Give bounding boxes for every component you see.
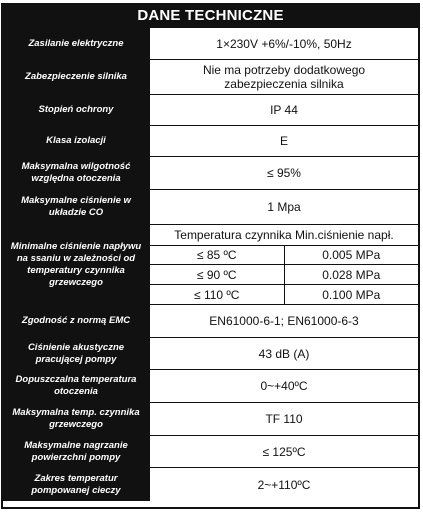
row-value: EN61000-6-1; EN61000-6-3 bbox=[209, 314, 359, 328]
table-row-max-humidity bbox=[3, 156, 418, 189]
temperature-cell: ≤ 85 ºC bbox=[150, 246, 285, 265]
row-value: 0~+40ºC bbox=[260, 379, 308, 393]
row-value: 1×230V +6%/-10%, 50Hz bbox=[216, 36, 352, 51]
row-label: Zakres temperatur pompowanej cieczy bbox=[3, 468, 150, 501]
temperature-cell: ≤ 90 ºC bbox=[150, 265, 285, 284]
row-label: Minimalne ciśnienie napływu na ssaniu w zależności od temperatury czynnika grzewczego bbox=[3, 225, 150, 304]
row-label: Dopuszczalna temperatura otoczenia bbox=[3, 370, 150, 402]
row-value: ≤ 95% bbox=[267, 166, 301, 180]
table-row-insulation-class bbox=[3, 125, 418, 156]
pressure-cell: 0.005 MPa bbox=[322, 248, 381, 263]
pressure-cell: 0.028 MPa bbox=[322, 267, 381, 282]
row-value: 1 Mpa bbox=[267, 200, 301, 214]
row-value: 43 dB (A) bbox=[258, 346, 310, 361]
table-row-liquid-temperature-range bbox=[3, 467, 418, 501]
table-row-min-inlet-pressure bbox=[3, 224, 418, 304]
pressure-cell: 0.100 MPa bbox=[322, 287, 381, 302]
table-row-max-surface-heating bbox=[3, 435, 418, 467]
technical-data-table bbox=[1, 3, 420, 509]
table-row-ambient-temperature bbox=[3, 369, 418, 402]
pressure-subtable-header: Temperatura czynnika Min.ciśnienie napł. bbox=[150, 225, 418, 246]
pressure-subtable-row bbox=[150, 246, 418, 266]
row-value: ≤ 125ºC bbox=[262, 444, 306, 459]
table-row-protection-class bbox=[3, 94, 418, 125]
table-row-motor-protection bbox=[3, 59, 418, 94]
row-value: E bbox=[279, 134, 288, 148]
row-label: Stopień ochrony bbox=[3, 95, 150, 125]
table-row-emc bbox=[3, 304, 418, 337]
row-label: Maksymalna temp. czynnika grzewczego bbox=[3, 403, 150, 435]
table-row-max-pressure bbox=[3, 189, 418, 224]
row-label: Maksymalne nagrzanie powierzchni pompy bbox=[3, 436, 150, 467]
row-value: 2~+110ºC bbox=[257, 477, 311, 492]
table-row-power-supply bbox=[3, 27, 418, 59]
row-label: Maksymalne ciśnienie w układzie CO bbox=[3, 190, 150, 224]
row-value: TF 110 bbox=[265, 412, 303, 426]
temperature-cell: ≤ 110 ºC bbox=[150, 285, 285, 304]
pressure-subtable-row bbox=[150, 285, 418, 304]
pressure-subtable bbox=[150, 225, 418, 304]
row-label: Klasa izolacji bbox=[3, 126, 150, 156]
row-label: Maksymalna wilgotność względna otoczenia bbox=[3, 157, 150, 189]
table-title: DANE TECHNICZNE bbox=[3, 5, 418, 27]
row-value: IP 44 bbox=[270, 103, 298, 117]
pressure-subtable-row bbox=[150, 265, 418, 285]
row-label: Zabezpieczenie silnika bbox=[3, 60, 150, 94]
row-value: Nie ma potrzeby dodatkowego zabezpieczenia silnika bbox=[202, 63, 366, 91]
table-row-max-medium-temperature bbox=[3, 402, 418, 435]
row-label: Zasilanie elektryczne bbox=[3, 28, 150, 59]
row-label: Ciśnienie akustyczne pracującej pompy bbox=[3, 338, 150, 369]
row-label: Zgodność z normą EMC bbox=[3, 305, 150, 337]
table-row-sound-pressure bbox=[3, 337, 418, 369]
